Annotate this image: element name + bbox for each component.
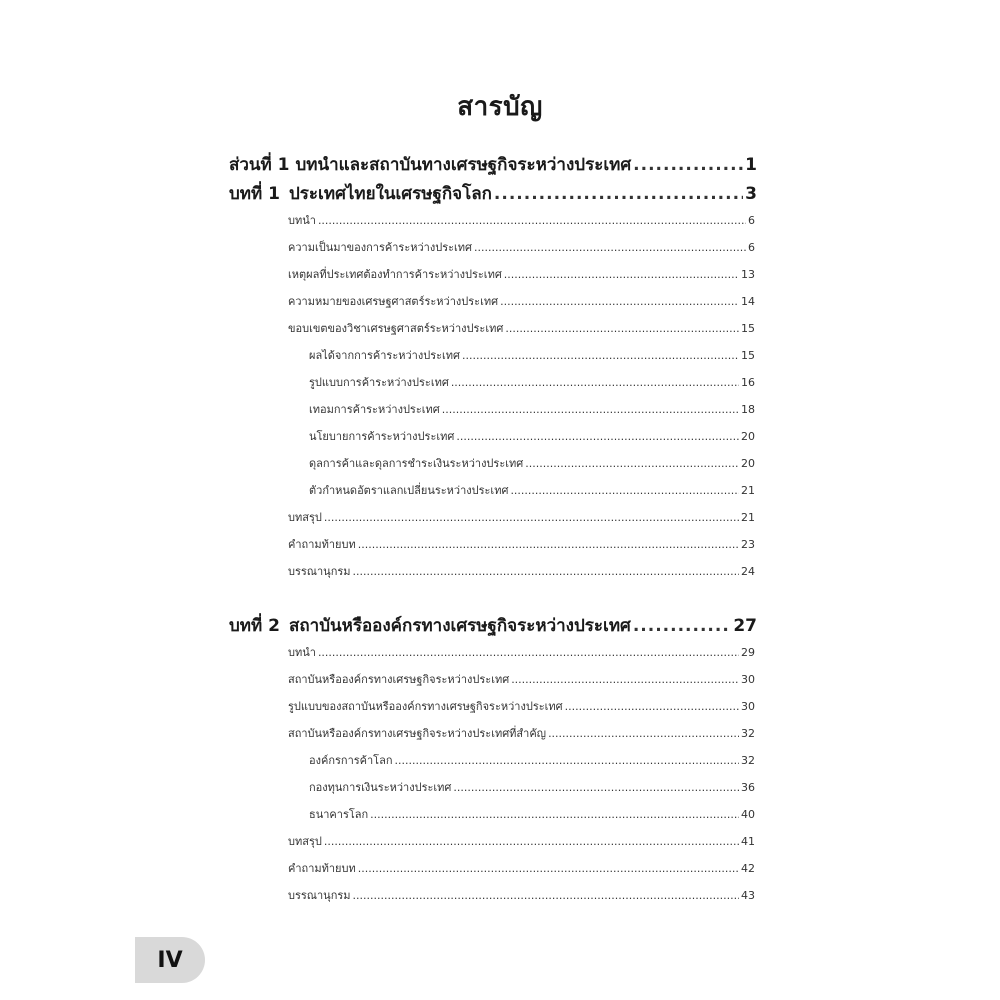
part-title: บทนำและสถาบันทางเศรษฐกิจระหว่างประเทศ (295, 155, 632, 175)
chapter-page: 3 (745, 184, 757, 204)
leader-dots (324, 835, 739, 848)
toc-entry[interactable] (288, 724, 755, 742)
leader-dots (442, 403, 739, 416)
toc-subentry[interactable] (309, 427, 755, 445)
entry-label: เทอมการค้าระหว่างประเทศ (309, 403, 440, 416)
entry-label: องค์กรการค้าโลก (309, 754, 393, 767)
toc-entry[interactable] (288, 886, 755, 904)
entry-label: ผลได้จากการค้าระหว่างประเทศ (309, 349, 461, 362)
entry-page: 21 (741, 484, 755, 497)
toc-entry[interactable] (288, 211, 755, 229)
entry-label: บทนำ (288, 646, 316, 659)
toc-subentry[interactable] (309, 373, 755, 391)
entry-label: ความเป็นมาของการค้าระหว่างประเทศ (288, 241, 473, 254)
part-page: 1 (745, 155, 757, 175)
entry-label: บรรณานุกรม (288, 565, 351, 578)
entry-label: บทสรุป (288, 511, 322, 524)
toc-entry[interactable] (288, 508, 755, 526)
entry-label: ขอบเขตของวิชาเศรษฐศาสตร์ระหว่างประเทศ (288, 322, 504, 335)
entry-page: 43 (741, 889, 755, 902)
entry-page: 6 (748, 241, 755, 254)
toc-subentry[interactable] (309, 481, 755, 499)
leader-dots (504, 268, 739, 281)
entry-page: 15 (741, 349, 755, 362)
toc-entry[interactable] (288, 535, 755, 553)
toc-subentry[interactable] (309, 400, 755, 418)
entry-page: 15 (741, 322, 755, 335)
entry-page: 29 (741, 646, 755, 659)
entry-label: บรรณานุกรม (288, 889, 351, 902)
leader-dots (358, 862, 739, 875)
chapter-title: สถาบันหรือองค์กรทางเศรษฐกิจระหว่างประเทศ (289, 616, 631, 636)
leader-dots (353, 565, 739, 578)
toc-entry[interactable] (288, 562, 755, 580)
entry-page: 30 (741, 673, 755, 686)
entry-page: 36 (741, 781, 755, 794)
entry-page: 24 (741, 565, 755, 578)
leader-dots (525, 457, 739, 470)
entry-label: สถาบันหรือองค์กรทางเศรษฐกิจระหว่างประเทศ (288, 673, 510, 686)
toc-subentry[interactable] (309, 346, 755, 364)
leader-dots (633, 155, 743, 175)
toc-chapter-label (229, 612, 631, 639)
leader-dots (395, 754, 740, 767)
entry-page: 32 (741, 754, 755, 767)
entry-page: 6 (748, 214, 755, 227)
toc-part-label (229, 151, 631, 178)
leader-dots (370, 808, 739, 821)
entry-page: 14 (741, 295, 755, 308)
toc-chapter-2[interactable] (229, 612, 757, 639)
entry-page: 13 (741, 268, 755, 281)
leader-dots (505, 322, 739, 335)
leader-dots (548, 727, 739, 740)
leader-dots (462, 349, 739, 362)
toc-chapter-1[interactable] (229, 180, 757, 207)
leader-dots (453, 781, 739, 794)
page-title: สารบัญ (457, 92, 543, 122)
entry-label: กองทุนการเงินระหว่างประเทศ (309, 781, 452, 794)
toc-entry[interactable] (288, 832, 755, 850)
chapter-prefix: บทที่ 2 (229, 616, 280, 636)
leader-dots (510, 484, 739, 497)
chapter-prefix: บทที่ 1 (229, 184, 280, 204)
toc-entry[interactable] (288, 697, 755, 715)
entry-label: สถาบันหรือองค์กรทางเศรษฐกิจระหว่างประเทศที่สำคัญ (288, 727, 547, 740)
toc-part-1[interactable] (229, 151, 757, 178)
entry-label: ดุลการค้าและดุลการชำระเงินระหว่างประเทศ (309, 457, 524, 470)
toc-entry[interactable] (288, 292, 755, 310)
toc-subentry[interactable] (309, 778, 755, 796)
leader-dots (633, 616, 732, 636)
entry-page: 30 (741, 700, 755, 713)
toc-subentry[interactable] (309, 805, 755, 823)
entry-label: บทสรุป (288, 835, 322, 848)
leader-dots (358, 538, 739, 551)
entry-label: ธนาคารโลก (309, 808, 369, 821)
entry-label: บทนำ (288, 214, 316, 227)
toc-subentry[interactable] (309, 751, 755, 769)
leader-dots (324, 511, 739, 524)
entry-page: 16 (741, 376, 755, 389)
entry-page: 20 (741, 430, 755, 443)
entry-page: 20 (741, 457, 755, 470)
entry-label: นโยบายการค้าระหว่างประเทศ (309, 430, 455, 443)
toc-entry[interactable] (288, 265, 755, 283)
leader-dots (565, 700, 739, 713)
entry-label: รูปแบบของสถาบันหรือองค์กรทางเศรษฐกิจระหว่างประเทศ (288, 700, 563, 713)
entry-label: รูปแบบการค้าระหว่างประเทศ (309, 376, 449, 389)
leader-dots (511, 673, 739, 686)
toc-entry[interactable] (288, 859, 755, 877)
leader-dots (318, 214, 746, 227)
entry-page: 41 (741, 835, 755, 848)
toc-entry[interactable] (288, 643, 755, 661)
leader-dots (494, 184, 743, 204)
entry-page: 23 (741, 538, 755, 551)
leader-dots (456, 430, 739, 443)
leader-dots (451, 376, 739, 389)
page-number-badge: IV (135, 937, 205, 983)
entry-label: ตัวกำหนดอัตราแลกเปลี่ยนระหว่างประเทศ (309, 484, 509, 497)
chapter-title: ประเทศไทยในเศรษฐกิจโลก (289, 184, 492, 204)
leader-dots (318, 646, 739, 659)
part-prefix: ส่วนที่ 1 (229, 155, 290, 175)
toc-entry[interactable] (288, 319, 755, 337)
chapter-page: 27 (733, 616, 757, 636)
leader-dots (500, 295, 739, 308)
entry-page: 18 (741, 403, 755, 416)
toc-entry[interactable] (288, 238, 755, 256)
leader-dots (474, 241, 746, 254)
toc-subentry[interactable] (309, 454, 755, 472)
entry-page: 21 (741, 511, 755, 524)
leader-dots (353, 889, 739, 902)
entry-label: คำถามท้ายบท (288, 862, 356, 875)
toc-chapter-label (229, 180, 492, 207)
entry-page: 42 (741, 862, 755, 875)
entry-label: เหตุผลที่ประเทศต้องทำการค้าระหว่างประเทศ (288, 268, 502, 281)
entry-label: คำถามท้ายบท (288, 538, 356, 551)
entry-label: ความหมายของเศรษฐศาสตร์ระหว่างประเทศ (288, 295, 499, 308)
entry-page: 40 (741, 808, 755, 821)
entry-page: 32 (741, 727, 755, 740)
toc-entry[interactable] (288, 670, 755, 688)
